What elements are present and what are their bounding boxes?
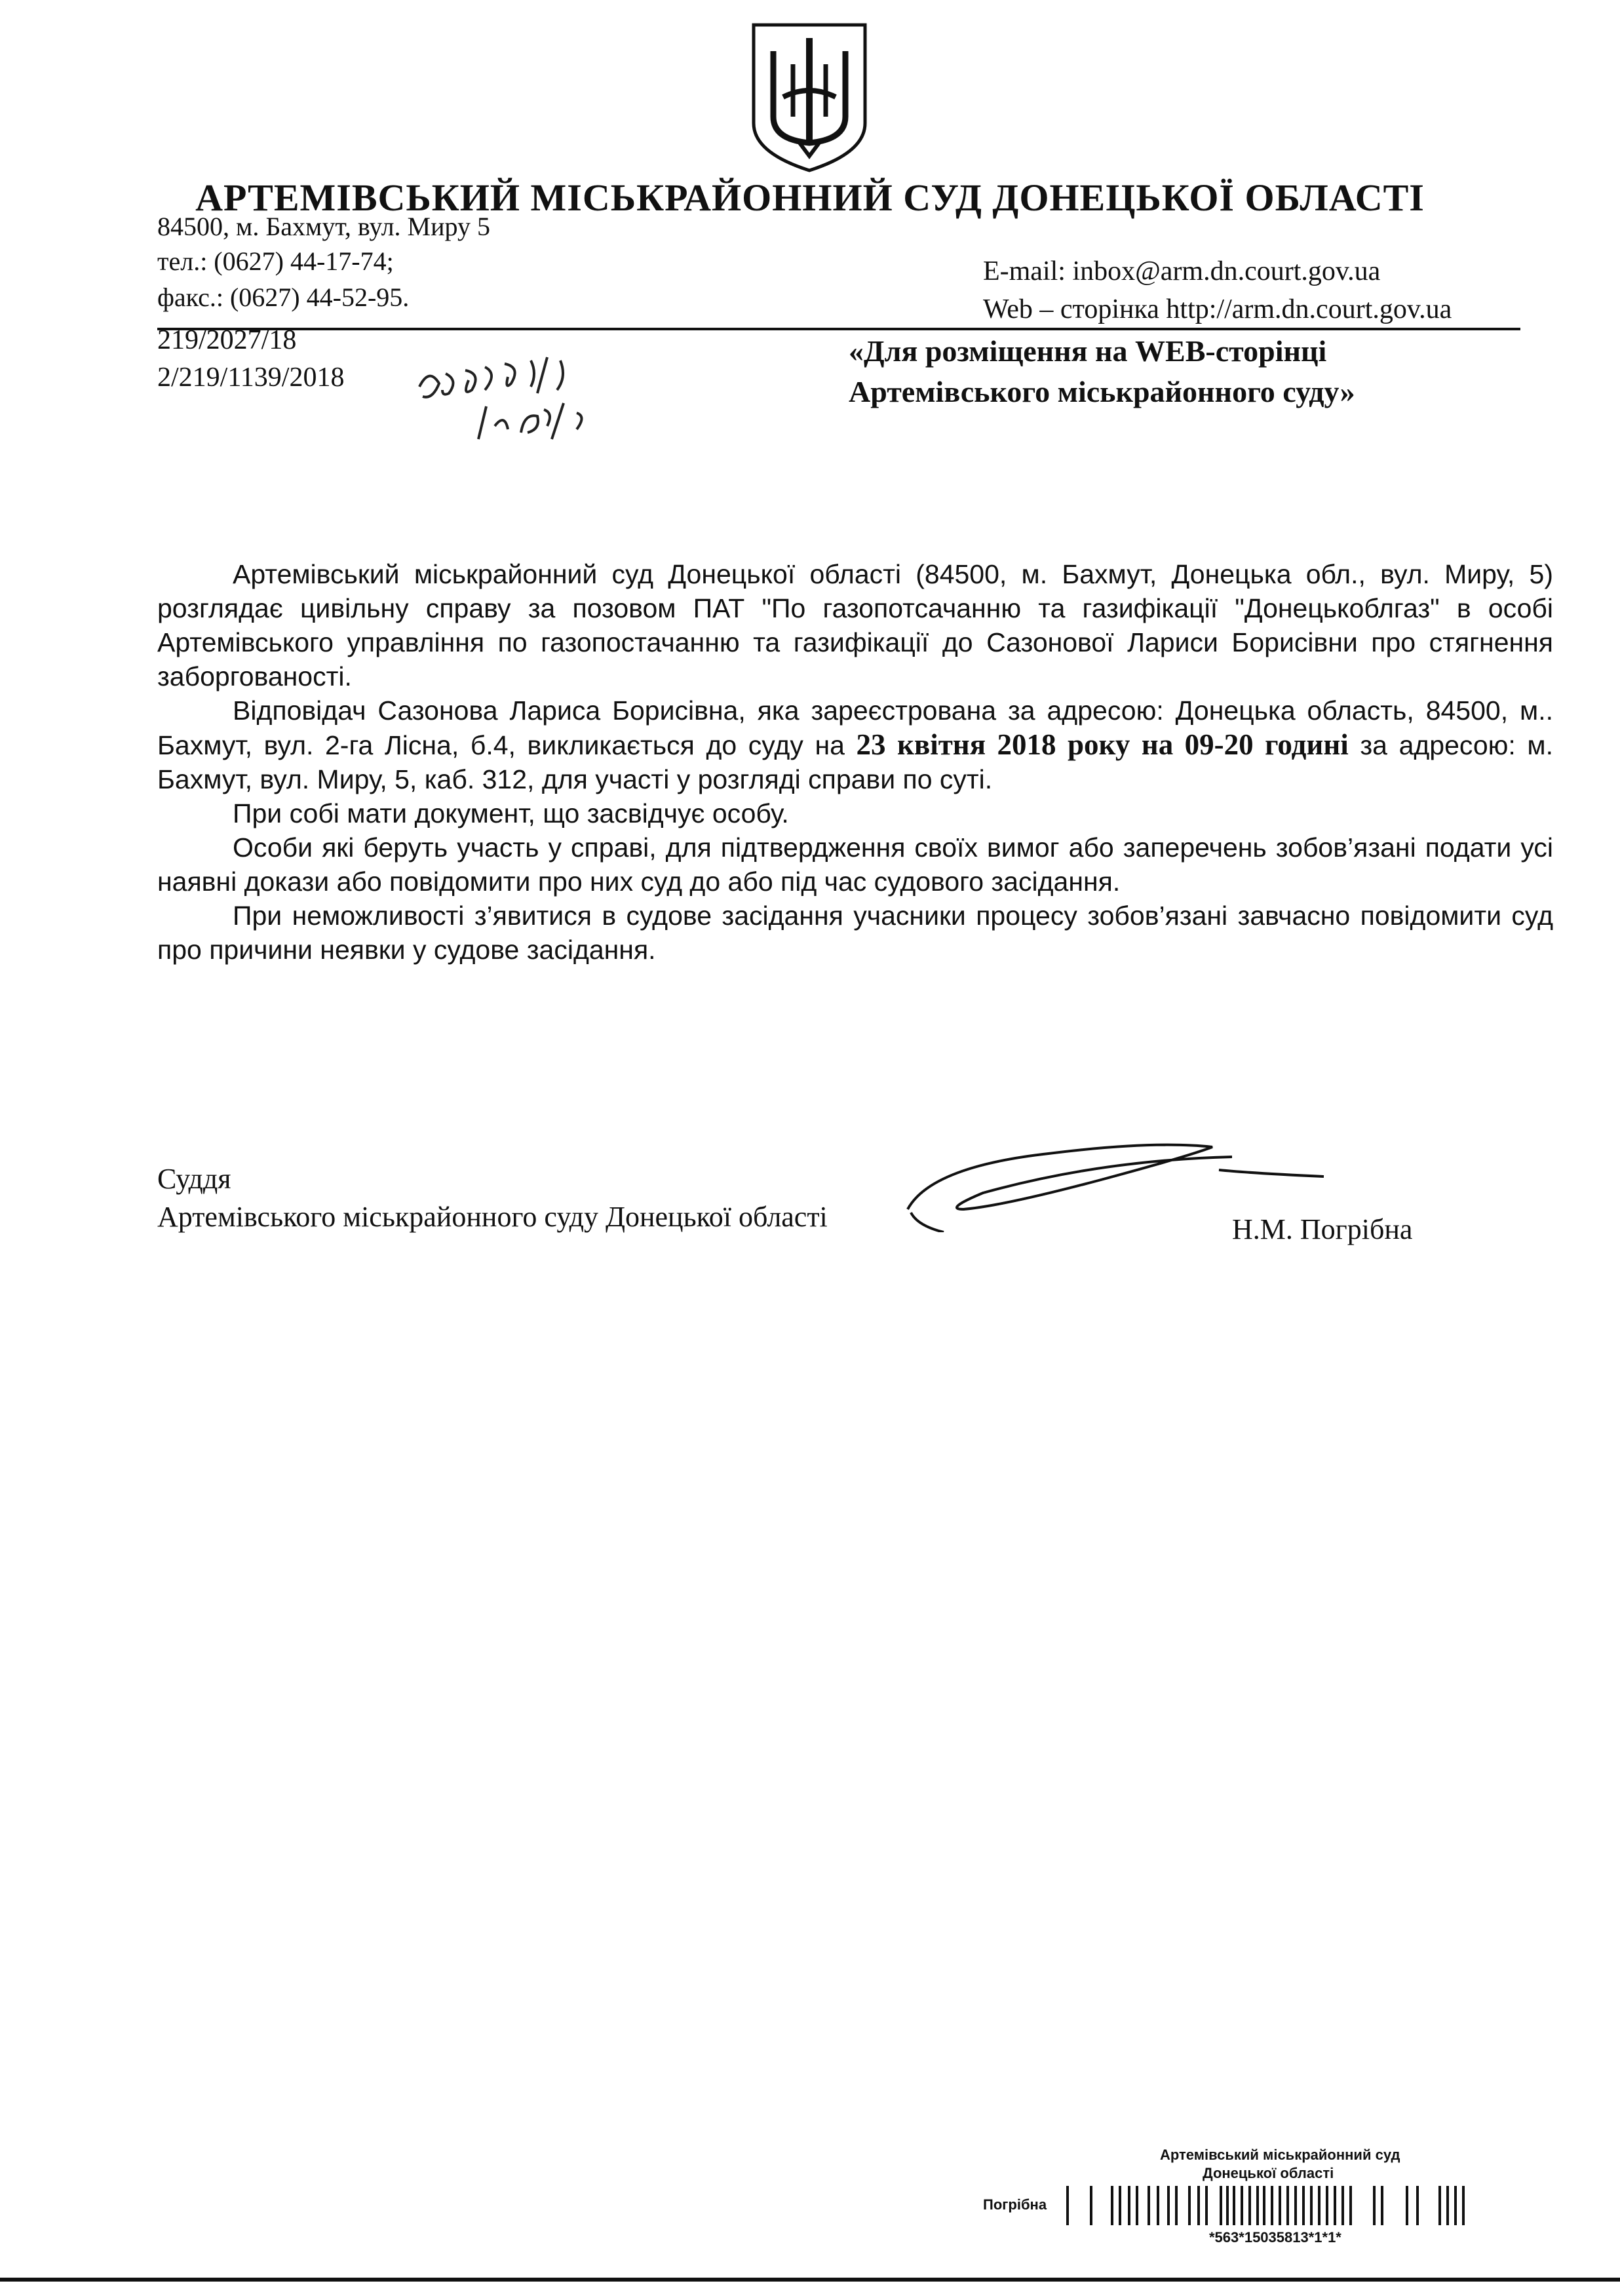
paragraph-absence: При неможливості з’явитися в судове засідання учасники процесу зобов’язані завчасно повідомити суд про причини неявки у судове засідання.: [157, 901, 1553, 965]
judge-role: Суддя: [157, 1163, 231, 1195]
web-publication-note: [849, 331, 1355, 412]
summons-text-end: за адресою: м. Бахмут, вул. Миру, 5, каб. 312, для участі у розгляді справи по суті.: [157, 730, 1553, 794]
stamp-court: Артемівський міськрайонний суд: [1160, 2147, 1400, 2163]
court-phone: тел.: (0627) 44-17-74;: [157, 246, 394, 276]
paragraph-evidence: Особи які беруть участь у справі, для підтвердження своїх вимог або заперечень зобов’язані подати усі наявні докази або повідомити про них суд до або під час судового засідання.: [157, 832, 1553, 897]
scan-edge-line: [0, 2278, 1620, 2282]
judge-name: Н.М. Погрібна: [1232, 1213, 1413, 1245]
hearing-date-time: 23 квітня 2018 року на 09-20 годині: [856, 728, 1349, 761]
handwritten-registration-mark: [406, 347, 642, 446]
stamp-name: Погрібна: [983, 2196, 1047, 2213]
web-note-line-1: «Для розміщення на WEB-сторінці: [849, 334, 1327, 368]
court-address: 84500, м. Бахмут, вул. Миру 5: [157, 212, 490, 241]
court-fax: факс.: (0627) 44-52-95.: [157, 282, 410, 312]
stamp-region: Донецької області: [1203, 2165, 1334, 2181]
header-divider: [157, 328, 1520, 330]
barcode: [1065, 2183, 1484, 2228]
court-website: Web – сторінка http://arm.dn.court.gov.ua: [983, 294, 1452, 324]
coat-of-arms-icon: [747, 18, 872, 176]
paragraph-id-document: При собі мати документ, що засвідчує особу.: [233, 798, 789, 828]
paragraph-case: Артемівський міськрайонний суд Донецької області (84500, м. Бахмут, Донецька обл., вул. Миру, 5) розглядає цивільну справу за позовом ПАТ "По газопотсачанню та газифікації "Донецькоблгаз" в особі Артемівського управління по газопостачанню та газифікації до Сазонової Лариси Борисівни про стягнення заборгованості.: [157, 559, 1553, 691]
summons-text-start: Відповідач Сазонова Лариса Борисівна, яка зареєстрована за адресою: Донецька область, 84500, м.. Бахмут, вул. 2-га Лісна, б.4, викликається до суду на: [157, 695, 1553, 760]
proceeding-number: 2/219/1139/2018: [157, 362, 345, 393]
web-note-line-2: Артемівського міськрайонного суду»: [849, 375, 1355, 408]
court-title: АРТЕМІВСЬКИЙ МІСЬКРАЙОННИЙ СУД ДОНЕЦЬКОЇ ОБЛАСТІ: [195, 176, 1425, 219]
judge-court: Артемівського міськрайонного суду Донецької області: [157, 1201, 828, 1233]
signature-block: [157, 1160, 828, 1236]
court-email: E-mail: inbox@arm.dn.court.gov.ua: [983, 256, 1381, 286]
case-number: 219/2027/18: [157, 325, 297, 355]
notice-body: [157, 557, 1553, 967]
paragraph-summons: [157, 693, 1553, 796]
registration-stamp: [983, 2147, 1507, 2271]
barcode-code: *563*15035813*1*1*: [1209, 2229, 1341, 2246]
